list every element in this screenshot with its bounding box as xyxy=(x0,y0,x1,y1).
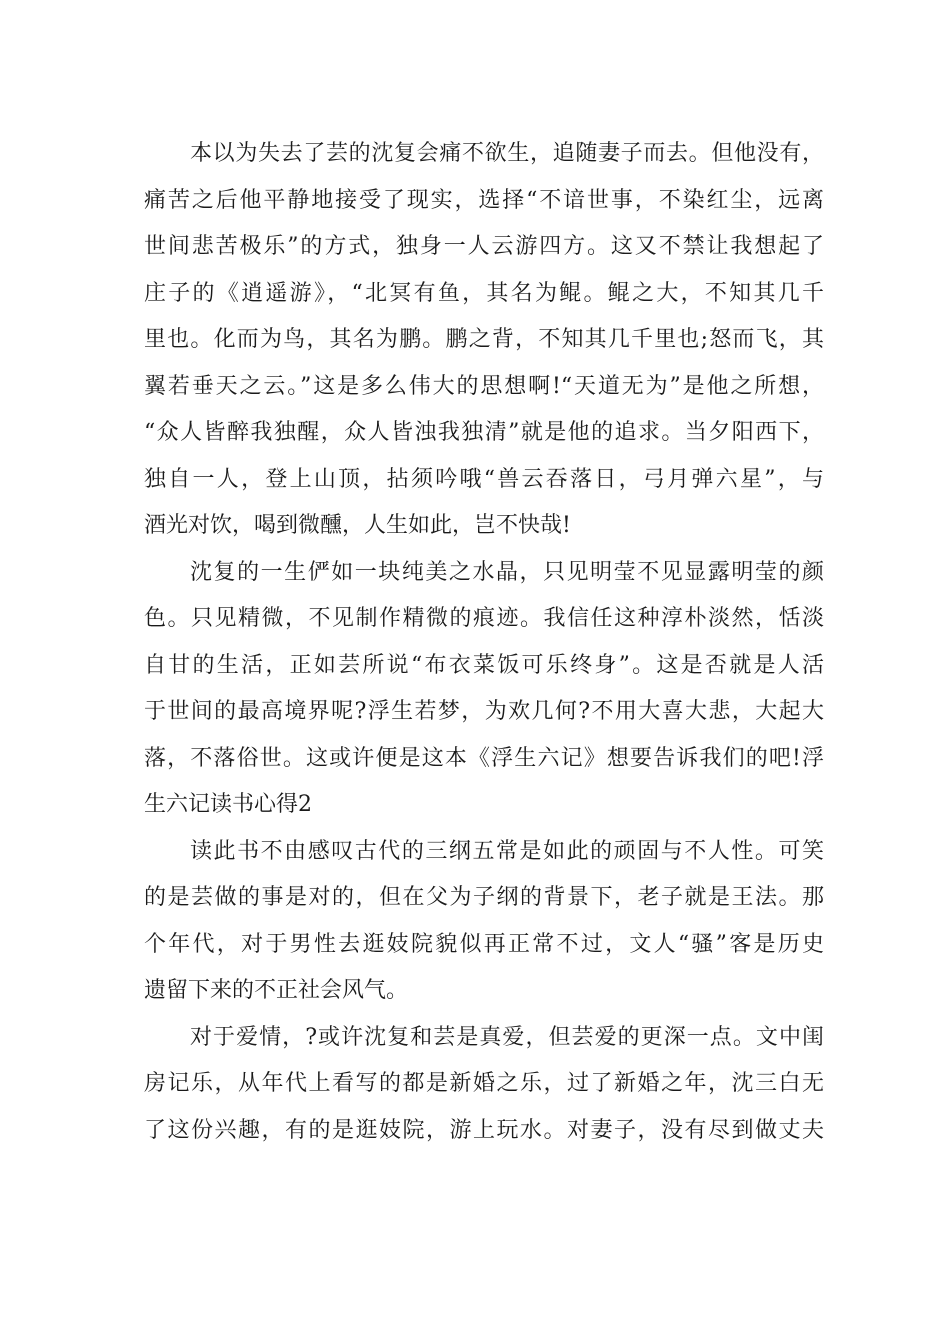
text-line: 色。只见精微，不见制作精微的痕迹。我信任这种淳朴淡然，恬淡 xyxy=(144,606,824,631)
essay-body xyxy=(144,131,824,1154)
text-line: 酒光对饮，喝到微醺，人生如此，岂不快哉! xyxy=(144,513,571,538)
text-line: “众人皆醉我独醒，众人皆浊我独清”就是他的追求。当夕阳西下， xyxy=(144,420,824,445)
text-line: 本以为失去了芸的沈复会痛不欲生，追随妻子而去。但他没有， xyxy=(190,141,824,166)
text-line: 里也。化而为鸟，其名为鹏。鹏之背，不知其几千里也;怒而飞，其 xyxy=(144,327,824,352)
text-line: 独自一人，登上山顶，拈须吟哦“兽云吞落日，弓月弹六星”，与 xyxy=(144,466,824,492)
text-line: 落，不落俗世。这或许便是这本《浮生六记》想要告诉我们的吧!浮 xyxy=(144,745,824,771)
text-line: 了这份兴趣，有的是逛妓院，游上玩水。对妻子，没有尽到做丈夫 xyxy=(144,1117,824,1143)
text-line: 个年代，对于男性去逛妓院貌似再正常不过，文人“骚”客是历史 xyxy=(144,931,824,957)
paragraph-1 xyxy=(144,131,824,550)
text-line: 于世间的最高境界呢?浮生若梦，为欢几何?不用大喜大悲，大起大 xyxy=(144,699,824,724)
text-line: 世间悲苦极乐”的方式，独身一人云游四方。这又不禁让我想起了 xyxy=(144,234,824,259)
text-line: 痛苦之后他平静地接受了现实，选择“不谙世事，不染红尘，远离 xyxy=(144,187,824,213)
text-line: 房记乐，从年代上看写的都是新婚之乐，过了新婚之年，沈三白无 xyxy=(144,1071,824,1096)
text-line: 的是芸做的事是对的，但在父为子纲的背景下，老子就是王法。那 xyxy=(144,885,824,910)
text-line: 自甘的生活，正如芸所说“布衣菜饭可乐终身”。这是否就是人活 xyxy=(144,652,824,678)
paragraph-2 xyxy=(144,550,824,829)
text-line: 读此书不由感叹古代的三纲五常是如此的顽固与不人性。可笑 xyxy=(190,838,824,864)
text-line: 庄子的《逍遥游》，“北冥有鱼，其名为鲲。鲲之大，不知其几千 xyxy=(144,280,824,306)
paragraph-4 xyxy=(144,1015,824,1155)
paragraph-3 xyxy=(144,829,824,1015)
text-line: 翼若垂天之云。”这是多么伟大的思想啊!“天道无为”是他之所想， xyxy=(144,373,824,399)
text-line: 沈复的一生俨如一块纯美之水晶，只见明莹不见显露明莹的颜 xyxy=(190,559,824,585)
text-line: 遗留下来的不正社会风气。 xyxy=(144,978,409,1003)
text-line: 对于爱情，?或许沈复和芸是真爱，但芸爱的更深一点。文中闺 xyxy=(190,1024,824,1050)
text-line: 生六记读书心得2 xyxy=(144,792,312,817)
